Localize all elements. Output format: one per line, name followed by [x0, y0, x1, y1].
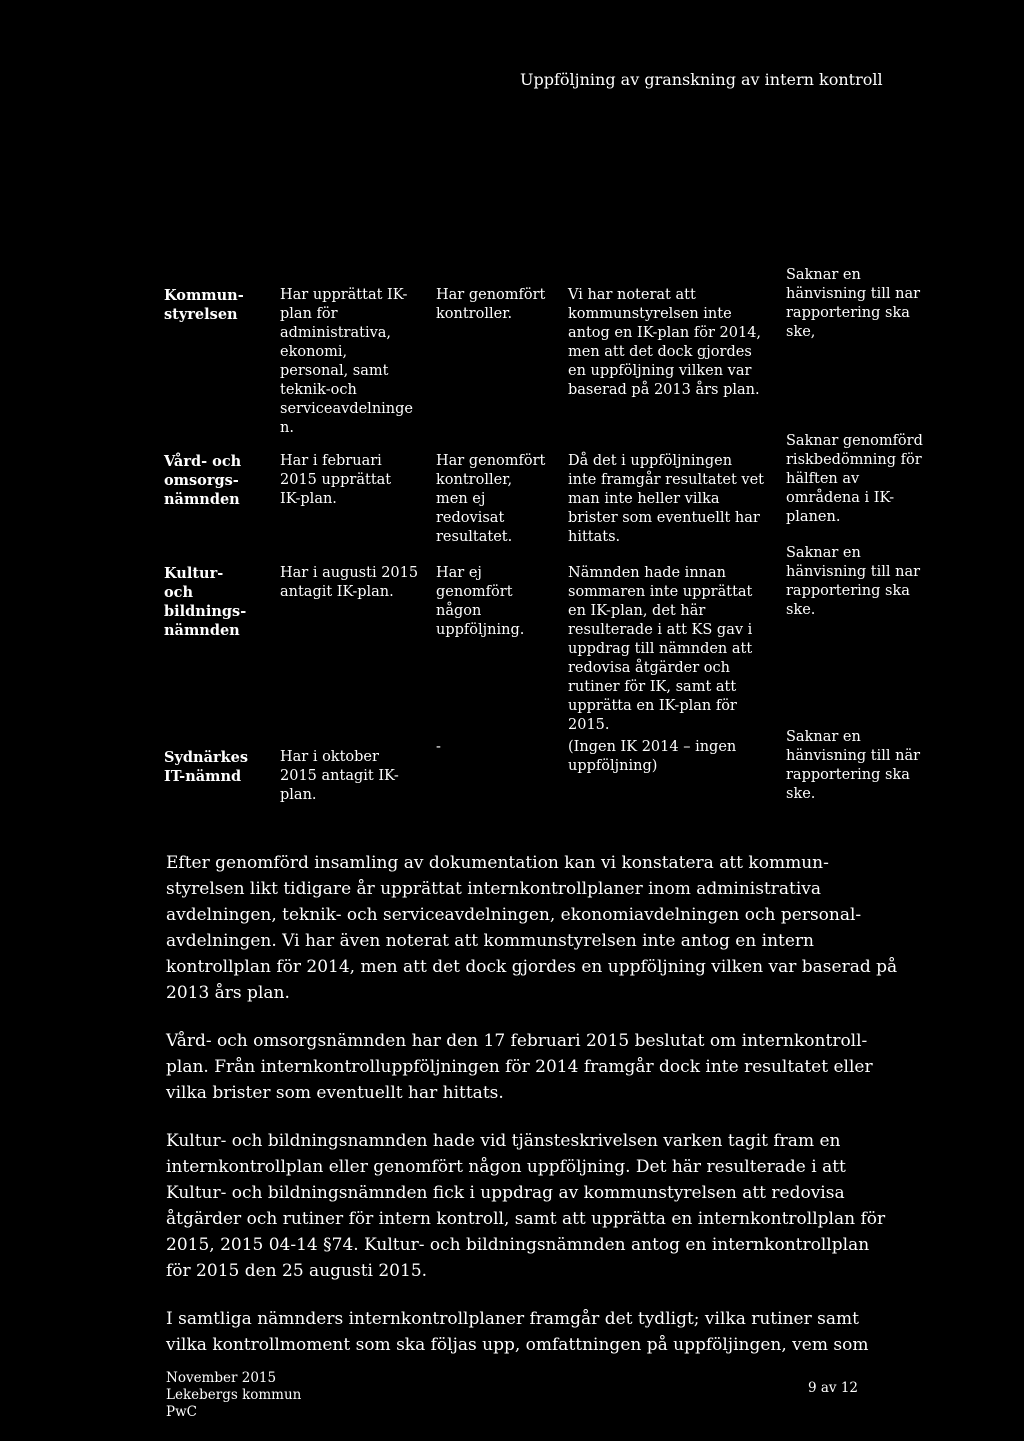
gap-cell: Saknar en hänvisning till när rapportering ska ske. — [786, 729, 921, 802]
gap-cell: Saknar genomförd riskbedömning för hälften av områdena i IK- planen. — [786, 433, 923, 525]
page-number: 9 av 12 — [808, 1380, 859, 1396]
paragraph-vard-och-omsorg: Vård- och omsorgsnämnden har den 17 februari 2015 beslutat om internkontroll- plan. Från internkontrolluppföljningen för 2014 framgår dock inte resultatet eller vilka brister som eventuellt har hittats. — [166, 1031, 873, 1103]
running-header: Uppföljning av granskning av intern kontroll — [520, 70, 883, 89]
gap-cell: Saknar en hänvisning till nar rapportering ska ske, — [786, 267, 921, 340]
paragraph-samtliga-namnder: I samtliga nämnders internkontrollplaner framgår det tydligt; vilka rutiner samt vilka kontrollmoment som ska följas upp, omfattningen på uppföljingen, vem som — [166, 1309, 869, 1355]
ik-plan-cell: Har i februari 2015 upprättat IK-plan. — [280, 453, 392, 507]
ik-plan-cell: Har i oktober 2015 antagit IK- plan. — [280, 749, 399, 803]
committee-name-cell: Kultur- och bildnings- nämnden — [164, 565, 247, 639]
committee-name-cell: Kommun- styrelsen — [164, 287, 244, 323]
observation-cell: Nämnden hade innan sommaren inte upprättat en IK-plan, det här resulterade i att KS gav i uppdrag till nämnden att redovisa åtgärder och rutiner för IK, samt att upprätta en IK-plan för 2015. — [568, 565, 753, 733]
footer-company: PwC — [166, 1404, 197, 1420]
paragraph-kommunstyrelsen: Efter genomförd insamling av dokumentation kan vi konstatera att kommun- styrelsen likt tidigare år upprättat internkontrollplaner inom administrativa avdelningen, teknik- och serviceavdelningen, ekonomiavdelningen och personal- avdelningen. Vi har även noterat att kommunstyrelsen inte antog en intern kontrollplan för 2014, men att det dock gjordes en uppföljning vilken var baserad på 2013 års plan. — [166, 853, 898, 1003]
committee-name-cell: Vård- och omsorgs- nämnden — [164, 453, 242, 508]
committee-name-cell: Sydnärkes IT-nämnd — [164, 749, 249, 785]
observation-cell: (Ingen IK 2014 – ingen uppföljning) — [568, 739, 737, 774]
gap-cell: Saknar en hänvisning till nar rapportering ska ske. — [786, 545, 921, 618]
footer-organization: Lekebergs kommun — [166, 1387, 302, 1403]
body-text — [166, 850, 898, 1380]
paragraph-kultur-och-bildning: Kultur- och bildningsnamnden hade vid tjänsteskrivelsen varken tagit fram en internkontrollplan eller genomfört någon uppföljning. Det här resulterade i att Kultur- och bildningsnämnden fick i uppdrag av kommunstyrelsen att redovisa åtgärder och rutiner för intern kontroll, samt att upprätta en internkontrollplan för 2015, 2015 04-14 §74. Kultur- och bildningsnämnden antog en internkontrollplan för 2015 den 25 augusti 2015. — [166, 1131, 886, 1281]
observation-cell: Vi har noterat att kommunstyrelsen inte antog en IK-plan för 2014, men att det dock gjordes en uppföljning vilken var baserad på 2013 års plan. — [568, 287, 762, 398]
control-status-cell: - — [436, 739, 441, 755]
ik-plan-cell: Har upprättat IK- plan för administrativa, ekonomi, personal, samt teknik-och serviceavdelninge n. — [280, 287, 413, 436]
footer — [166, 1370, 301, 1421]
control-status-cell: Har genomfört kontroller. — [436, 287, 546, 322]
footer-date: November 2015 — [166, 1370, 277, 1386]
ik-plan-cell: Har i augusti 2015 antagit IK-plan. — [280, 565, 419, 600]
control-status-cell: Har genomfört kontroller, men ej redovisat resultatet. — [436, 453, 546, 545]
observation-cell: Då det i uppföljningen inte framgår resultatet vet man inte heller vilka brister som eventuellt har hittats. — [568, 453, 764, 545]
control-status-cell: Har ej genomfört någon uppföljning. — [436, 565, 525, 638]
